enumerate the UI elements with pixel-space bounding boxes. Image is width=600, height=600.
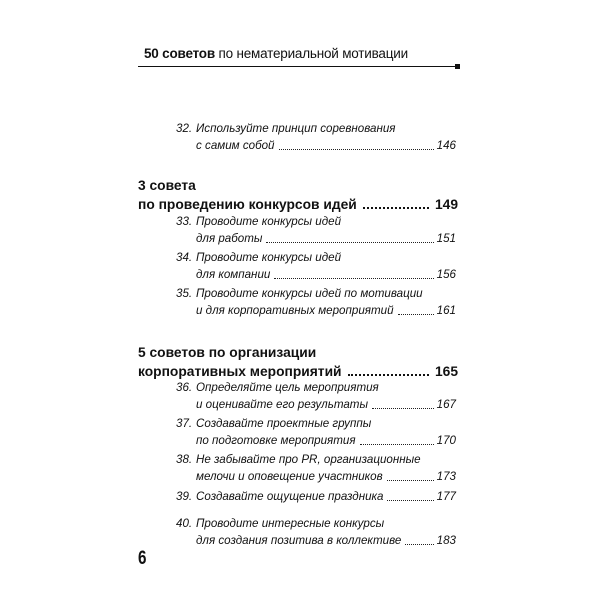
entry-page: 151 [436, 232, 456, 245]
running-header [138, 40, 458, 67]
header-title-rest: по нематериальной мотивации [214, 46, 408, 61]
entry-title-line1: Проводите конкурсы идей [196, 215, 342, 228]
entry-number: 36. [176, 381, 193, 394]
entry-page: 146 [436, 139, 456, 152]
entry-title-line1: Проводите конкурсы идей [196, 251, 342, 264]
entry-number: 37. [176, 417, 193, 430]
entry-title-line2: для компании [196, 268, 271, 281]
toc-section-ideas-contests[interactable] [138, 176, 458, 214]
entry-page: 167 [436, 398, 456, 411]
entry-page: 170 [436, 434, 456, 447]
entry-title-line2: для работы [196, 232, 263, 245]
entry-title-line2: для создания позитива в коллективе [196, 534, 402, 547]
section-page: 149 [434, 197, 458, 212]
leader-dots [360, 443, 434, 445]
toc-entry-37[interactable] [176, 415, 456, 449]
leader-dots [279, 148, 434, 150]
entry-title-line1: Проводите конкурсы идей по мотивации [196, 287, 423, 300]
page-number: 6 [138, 548, 147, 569]
leader-dots [372, 407, 434, 409]
entry-title-line2: и оценивайте его результаты [196, 398, 368, 411]
entry-title-line2: с самим собой [196, 139, 275, 152]
leader-dots [274, 277, 433, 279]
toc-entry-36[interactable] [176, 379, 456, 413]
entry-number: 35. [176, 287, 193, 300]
entry-page: 161 [436, 304, 456, 317]
leader-dots [387, 479, 434, 481]
header-title [144, 46, 408, 61]
section-title-line2: по проведению конкурсов идей [138, 197, 357, 212]
entry-number: 34. [176, 251, 193, 264]
toc-entry-35[interactable] [176, 285, 456, 319]
entry-title-line2: мелочи и оповещение участников [196, 470, 383, 483]
section-title-line1: 5 советов по организации [138, 345, 317, 360]
toc-entry-40[interactable] [176, 515, 456, 549]
entry-page: 183 [436, 534, 456, 547]
entry-number: 38. [176, 453, 193, 466]
leader-dots [405, 543, 433, 545]
header-title-bold: 50 советов [144, 46, 215, 61]
toc-section-corporate-events[interactable] [138, 343, 458, 381]
leader-dots [363, 206, 429, 209]
toc-entry-38[interactable] [176, 451, 456, 485]
leader-dots [387, 499, 433, 501]
toc-entry-34[interactable] [176, 249, 456, 283]
section-title-line2: корпоративных мероприятий [138, 364, 342, 379]
entry-title-line1: Создавайте ощущение праздника [196, 490, 384, 503]
header-rule-mark [455, 64, 460, 69]
entry-title-line1: Проводите интересные конкурсы [196, 517, 385, 530]
leader-dots [398, 313, 434, 315]
entry-title-line1: Определяйте цель мероприятия [196, 381, 379, 394]
entry-number: 39. [176, 490, 193, 503]
entry-page: 156 [436, 268, 456, 281]
entry-page: 177 [436, 490, 456, 503]
toc-entry-32[interactable] [176, 120, 456, 154]
entry-number: 33. [176, 215, 193, 228]
section-title-line1: 3 совета [138, 178, 196, 193]
toc-entry-39[interactable] [176, 488, 456, 505]
entry-title-line1: Используйте принцип соревнования [196, 122, 396, 135]
entry-title-line1: Создавайте проектные группы [196, 417, 372, 430]
leader-dots [348, 373, 429, 376]
leader-dots [266, 241, 433, 243]
entry-title-line2: по подготовке мероприятия [196, 434, 356, 447]
entry-number: 40. [176, 517, 193, 530]
entry-title-line1: Не забывайте про PR, организационные [196, 453, 421, 466]
entry-number: 32. [176, 122, 193, 135]
toc-entry-33[interactable] [176, 213, 456, 247]
entry-page: 173 [436, 470, 456, 483]
section-page: 165 [434, 364, 458, 379]
entry-title-line2: и для корпоративных мероприятий [196, 304, 394, 317]
